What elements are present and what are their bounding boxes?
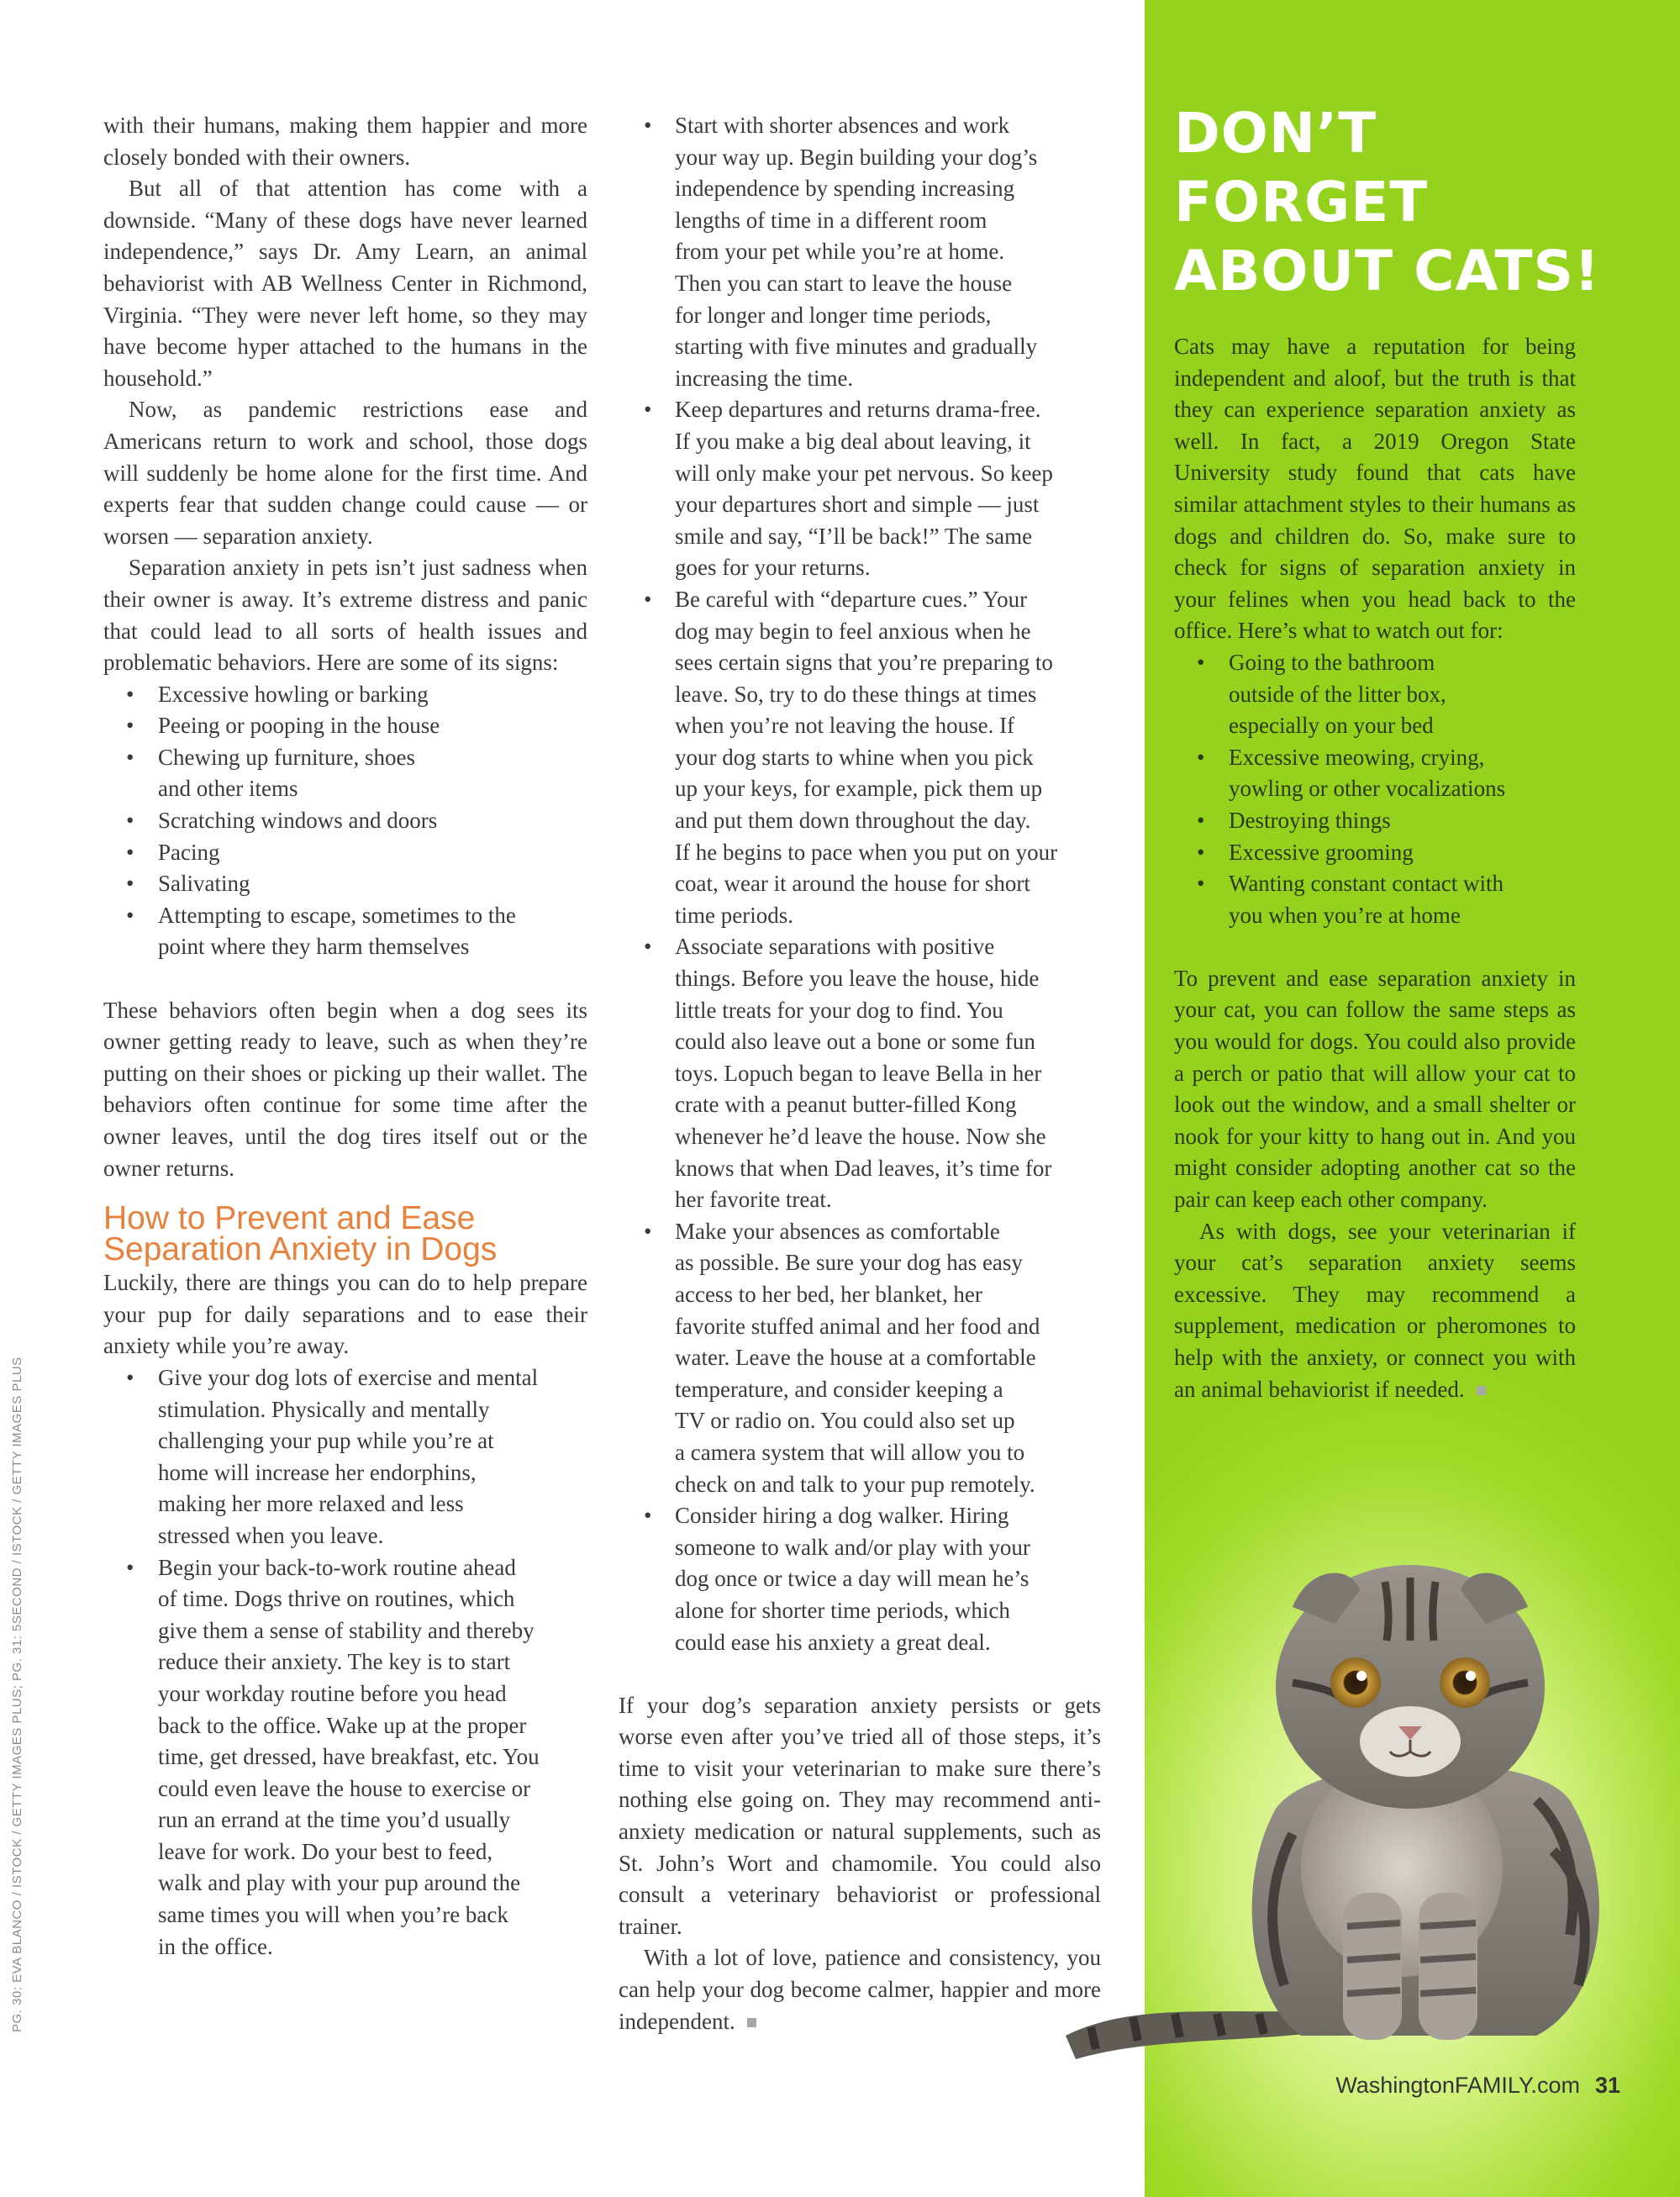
list-item: • Give your dog lots of exercise and mental stimulation. Physically and mentally challenging your pup while you’re at home will increase her endorphins, making her more relaxed and less stressed when you leave. [103, 1362, 587, 1552]
list-item: • Salivating [103, 868, 587, 900]
list-item: • Going to the bathroom outside of the litter box, especially on your bed [1174, 647, 1576, 742]
list-item: • Peeing or pooping in the house [103, 710, 587, 742]
list-item: • Pacing [103, 837, 587, 869]
list-item: • Associate separations with positive things. Before you leave the house, hide little treats for your dog to find. You could also leave out a bone or some fun toys. Lopuch began to leave Bella in her crate with a peanut butter-filled Kong whenever he’d leave the house. Now she knows that when Dad leaves, it’s time for her favorite treat. [619, 931, 1101, 1215]
sidebar-body [1174, 331, 1576, 1405]
article-column-1 [103, 110, 587, 1963]
list-item: • Make your absences as comfortable as possible. Be sure your dog has easy access to her bed, her blanket, her favorite stuffed animal and her food and water. Leave the house at a comfortable temperature, and consider keeping a TV or radio on. You could also set up a camera system that will allow you to check on and talk to your pup remotely. [619, 1216, 1101, 1500]
dog-tips-list-1 [103, 1362, 587, 1963]
dog-tips-list-2 [619, 110, 1101, 1658]
paragraph: If your dog’s separation anxiety persists or gets worse even after you’ve tried all of those steps, it’s time to visit your veterinarian to make sure there’s nothing else going on. They may recommend anti-anxiety medication or natural supplements, such as St. John’s Wort and chamomile. You could also consult a veterinary behaviorist or professional trainer. [619, 1692, 1101, 1939]
list-item: • Excessive meowing, crying, yowling or other vocalizations [1174, 742, 1576, 805]
list-item: • Chewing up furniture, shoes and other items [103, 742, 587, 805]
list-item: • Excessive grooming [1174, 837, 1576, 869]
paragraph: These behaviors often begin when a dog sees its owner getting ready to leave, such as when they’re putting on their shoes or picking up their wallet. The behaviors often continue for some time after the owner leaves, until the dog tires itself out or the owner returns. [103, 997, 587, 1181]
paragraph: Now, as pandemic restrictions ease and Americans return to work and school, those dogs will suddenly be home alone for the first time. And experts fear that sudden change could cause — or worsen — separation anxiety. [103, 397, 587, 549]
photo-credit: PG. 30: EVA BLANCO / ISTOCK / GETTY IMAGES PLUS; PG. 31: 5SECOND / ISTOCK / GETTY IMAGES PLUS [10, 1357, 24, 2032]
paragraph: Luckily, there are things you can do to help prepare your pup for daily separations and to ease their anxiety while you’re away. [103, 1270, 587, 1359]
scottish-fold-cat-photo [1066, 1531, 1641, 2069]
section-subheading: How to Prevent and Ease Separation Anxiety in Dogs [103, 1200, 498, 1268]
list-item: • Excessive howling or barking [103, 679, 587, 711]
list-item: • Consider hiring a dog walker. Hiring someone to walk and/or play with your dog once or twice a day will mean he’s alone for shorter time periods, which could ease his anxiety a great deal. [619, 1500, 1101, 1658]
paragraph: But all of that attention has come with a downside. “Many of these dogs have never learned independence,” says Dr. Amy Learn, an animal behaviorist with AB Wellness Center in Richmond, Virginia. “They were never left home, so they may have become hyper attached to the humans in the household.” [103, 176, 587, 391]
list-item: • Scratching windows and doors [103, 805, 587, 837]
list-item: • Wanting constant contact with you when you’re at home [1174, 868, 1576, 931]
end-of-article-marker [747, 2018, 756, 2027]
list-item: • Attempting to escape, sometimes to the point where they harm themselves [103, 900, 587, 963]
list-item: • Start with shorter absences and work your way up. Begin building your dog’s independence by spending increasing lengths of time in a different room from your pet while you’re at home. Then you can start to leave the house for longer and longer time periods, starting with five minutes and gradually increasing the time. [619, 110, 1101, 394]
list-item: • Destroying things [1174, 805, 1576, 837]
dog-signs-list [103, 679, 587, 963]
page-footer [1259, 2073, 1620, 2099]
end-of-article-marker [1477, 1386, 1486, 1395]
paragraph: Separation anxiety in pets isn’t just sadness when their owner is away. It’s extreme distress and panic that could lead to all sorts of health issues and problematic behaviors. Here are some of its signs: [103, 555, 587, 676]
sidebar-title: DON’T FORGET ABOUT CATS! [1174, 101, 1601, 303]
article-column-2 [619, 110, 1101, 2037]
website-url: WashingtonFAMILY.com [1335, 2073, 1580, 2098]
paragraph: To prevent and ease separation anxiety in your cat, you can follow the same steps as you would for dogs. You could also provide a perch or patio that will allow your cat to look out the window, and a small shelter or nook for your kitty to hang out in. And you might consider adopting another cat so the pair can keep each other company. [1174, 965, 1576, 1213]
list-item: • Be careful with “departure cues.” Your dog may begin to feel anxious when he sees certain signs that you’re preparing to leave. So, try to do these things at times when you’re not leaving the house. If your dog starts to whine when you pick up your keys, for example, pick them up and put them down throughout the day. If he begins to pace when you put on your coat, wear it around the house for short time periods. [619, 584, 1101, 932]
paragraph: Cats may have a reputation for being independent and aloof, but the truth is that they can experience separation anxiety as well. In fact, a 2019 Oregon State University study found that cats have similar attachment styles to their humans as dogs and children do. So, make sure to check for signs of separation anxiety in your felines when you head back to the office. Here’s what to watch out for: [1174, 334, 1576, 644]
cat-signs-list [1174, 647, 1576, 931]
paragraph: With a lot of love, patience and consistency, you can help your dog become calmer, happier and more independent. [619, 1945, 1101, 2034]
paragraph: As with dogs, see your veterinarian if your cat’s separation anxiety seems excessive. They may recommend a supplement, medication or pheromones to help with the anxiety, or connect you with an animal behaviorist if needed. [1174, 1218, 1576, 1402]
list-item: • Begin your back-to-work routine ahead of time. Dogs thrive on routines, which give them a sense of stability and thereby reduce their anxiety. The key is to start your workday routine before you head back to the office. Wake up at the proper time, get dressed, have breakfast, etc. You could even leave the house to exercise or run an errand at the time you’d usually leave for work. Do your best to feed, walk and play with your pup around the same times you will when you’re back in the office. [103, 1552, 587, 1963]
page-number: 31 [1594, 2073, 1620, 2098]
paragraph: with their humans, making them happier and more closely bonded with their owners. [103, 113, 587, 170]
list-item: • Keep departures and returns drama-free. If you make a big deal about leaving, it will only make your pet nervous. So keep your departures short and simple — just smile and say, “I’ll be back!” The same goes for your returns. [619, 394, 1101, 584]
